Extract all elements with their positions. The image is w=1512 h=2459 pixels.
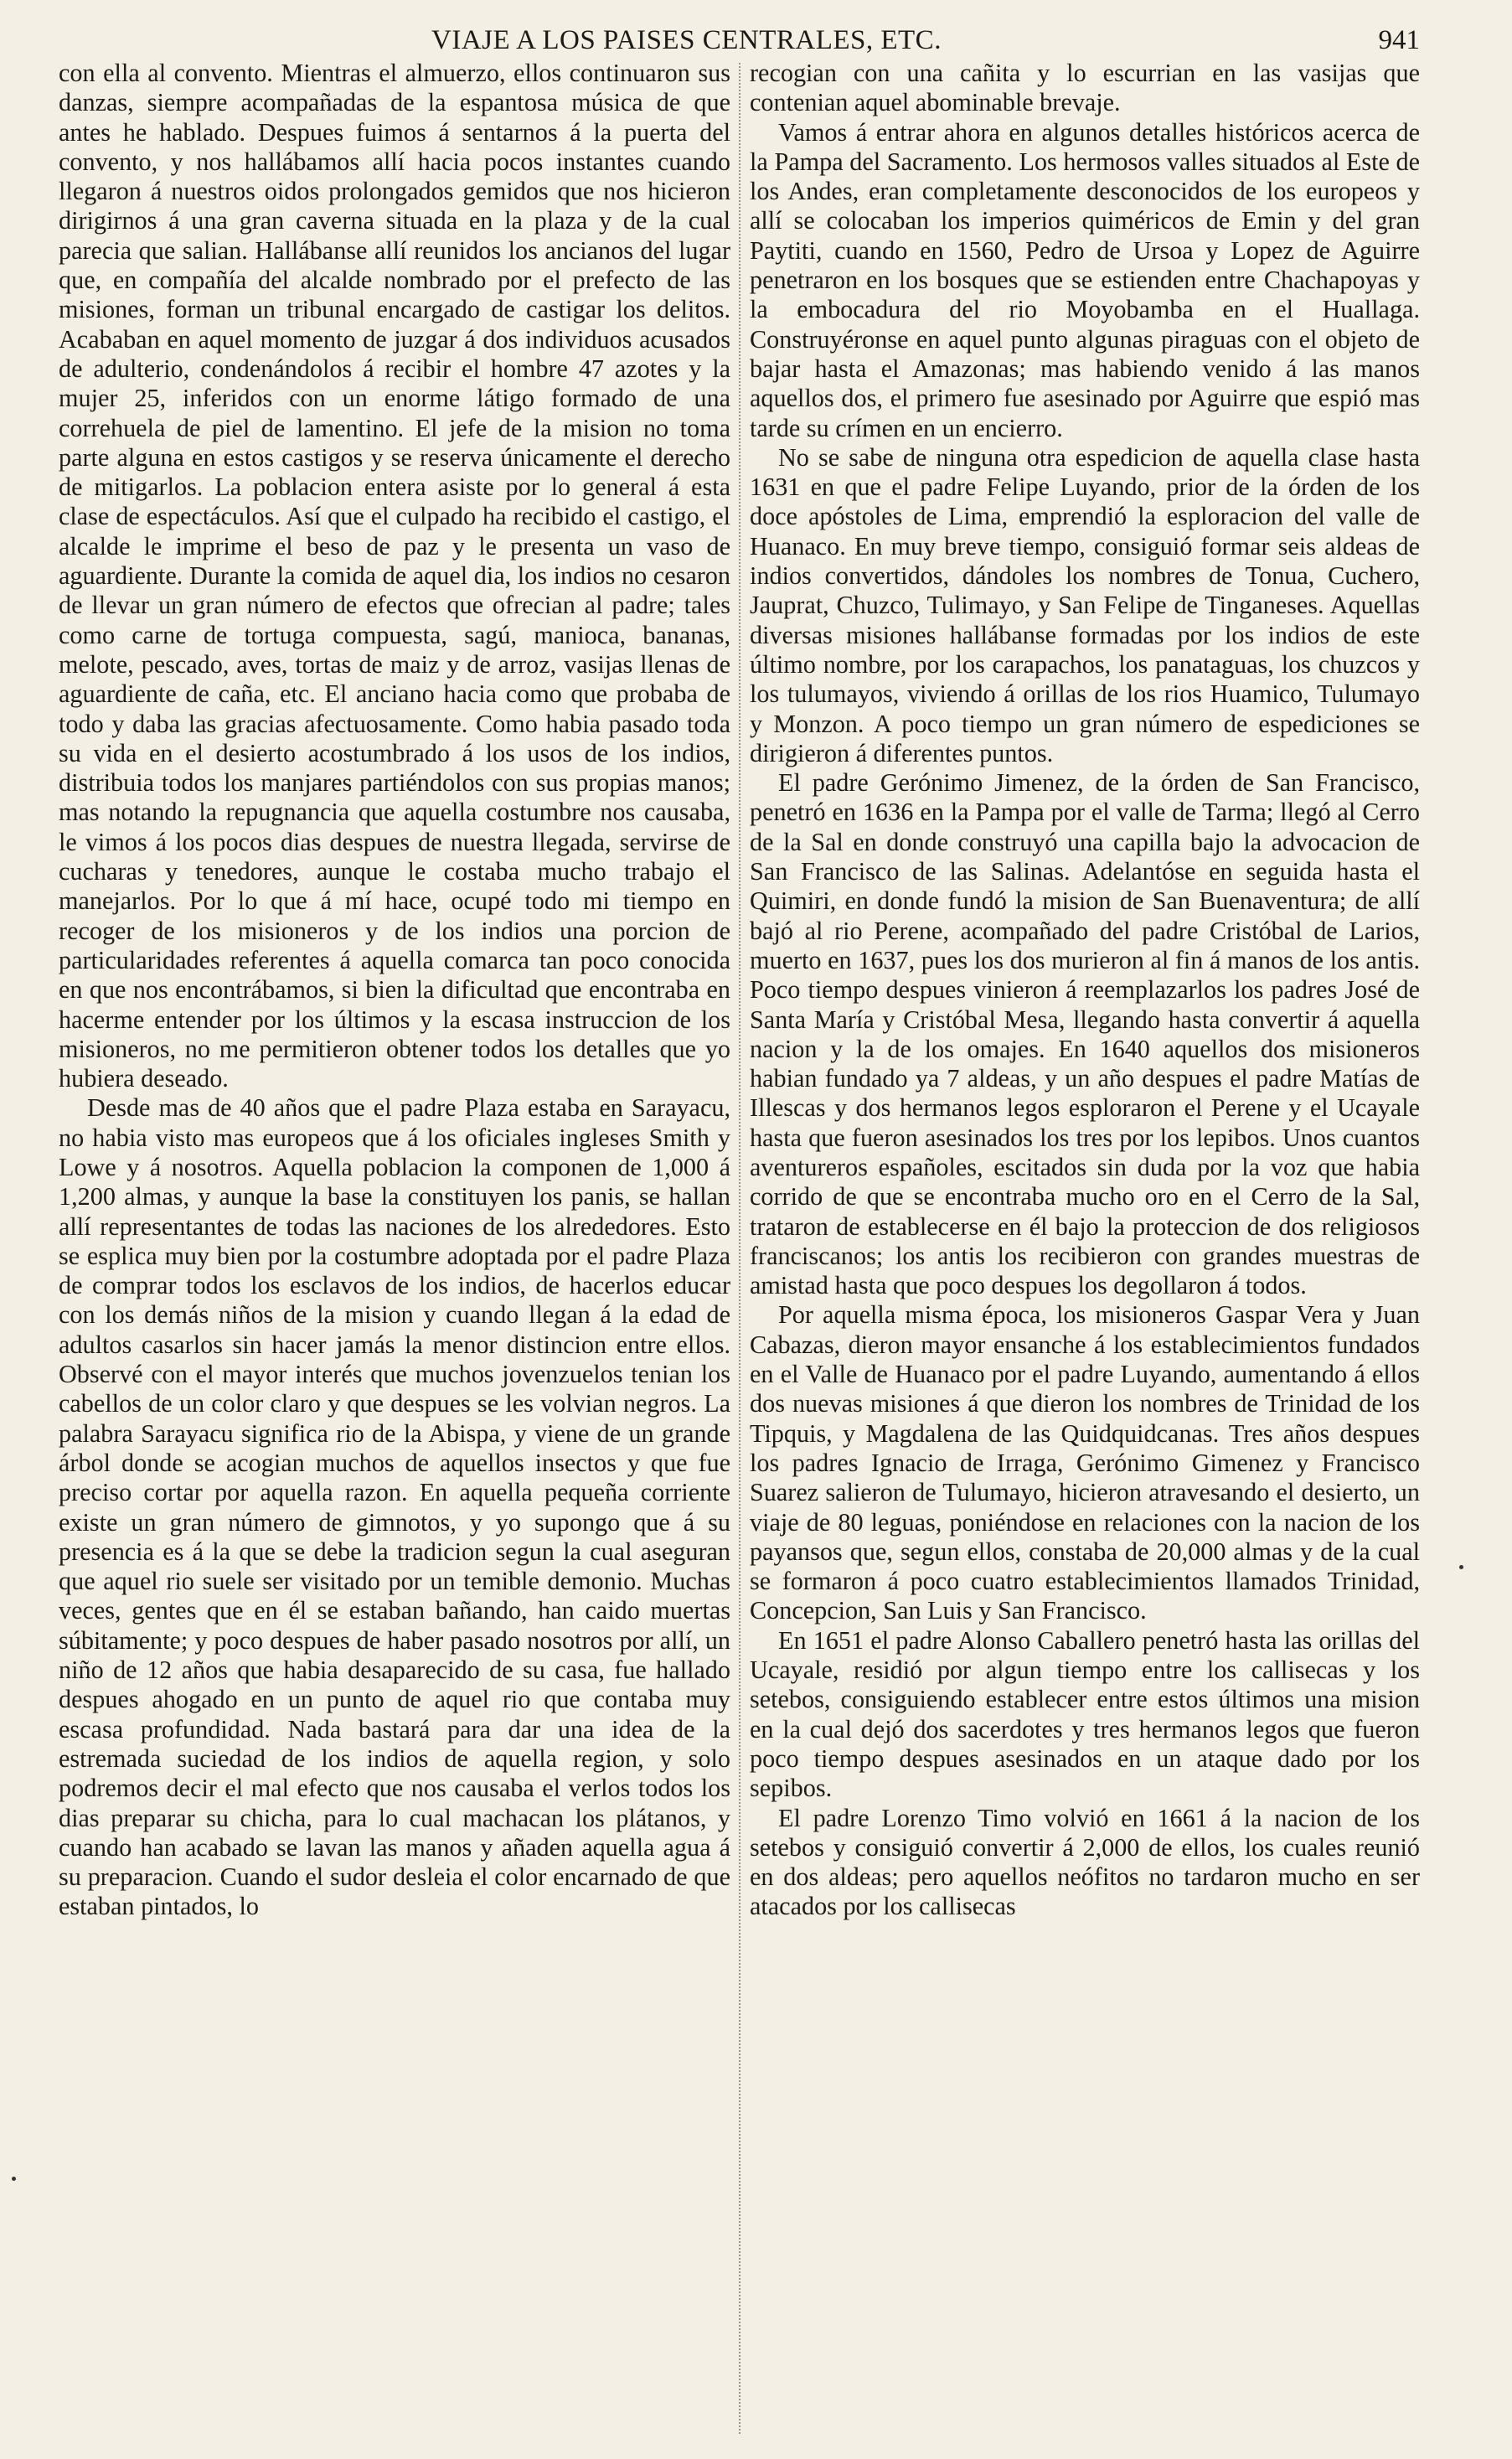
left-column bbox=[59, 59, 730, 2438]
paragraph: El padre Gerónimo Jimenez, de la órden de San Francisco, penetró en 1636 en la Pampa por el valle de Tarma; llegó al Cerro de la Sal en donde construyó una capilla bajo la advocacion de San Francisco de las Salinas. Adelantóse en seguida hasta el Quimiri, en donde fundó la mision de San Buenaventura; de allí bajó al rio Perene, acompañado del padre Cristóbal de Larios, muerto en 1637, pues los dos murieron al fin á manos de los antis. Poco tiempo despues vinieron á reemplazarlos los padres José de Santa María y Cristóbal Mesa, llegando hasta convertir á aquella nacion y la de los omajes. En 1640 aquellos dos misioneros habian fundado ya 7 aldeas, y un año despues el padre Matías de Illescas y dos hermanos legos esploraron el Perene y el Ucayale hasta que fueron asesinados los tres por los lepibos. Unos cuantos aventureros españoles, escitados sin duda por la voz que habia corrido de que se encontraba mucho oro en el Cerro de la Sal, trataron de establecerse en él bajo la proteccion de dos religiosos franciscanos; los antis los recibieron con grandes muestras de amistad hasta que poco despues los degollaron á todos. bbox=[750, 768, 1420, 1300]
running-title: VIAJE A LOS PAISES CENTRALES, ETC. bbox=[431, 25, 942, 55]
paragraph: El padre Lorenzo Timo volvió en 1661 á la nacion de los setebos y consiguió convertir á 2,000 de ellos, los cuales reunió en dos aldeas; pero aquellos neófitos no tardaron mucho en ser atacados por los callisecas bbox=[750, 1803, 1420, 1921]
paragraph: En 1651 el padre Alonso Caballero penetró hasta las orillas del Ucayale, residió por algun tiempo entre los callisecas y los setebos, consiguiendo establecer entre estos últimos una mision en la cual dejó dos sacerdotes y tres hermanos legos que fueron poco tiempo despues asesinados en un ataque dado por los sepibos. bbox=[750, 1625, 1420, 1803]
paragraph: recogian con una cañita y lo escurrian en las vasijas que contenian aquel abominable brevaje. bbox=[750, 59, 1420, 117]
print-speck bbox=[1459, 1565, 1463, 1569]
print-speck bbox=[12, 2177, 16, 2181]
paragraph: Desde mas de 40 años que el padre Plaza estaba en Sarayacu, no habia visto mas europeos que á los oficiales ingleses Smith y Lowe y á nosotros. Aquella poblacion la componen de 1,000 á 1,200 almas, y aunque la base la constituyen los panis, se hallan allí representantes de todas las naciones de los alrededores. Esto se esplica muy bien por la costumbre adoptada por el padre Plaza de comprar todos los esclavos de los indios, de hacerlos educar con los demás niños de la mision y cuando llegan á la edad de adultos casarlos sin hacer jamás la menor distincion entre ellos. Observé con el mayor interés que muchos jovenzuelos tenian los cabellos de un color claro y que despues se les volvian negros. La palabra Sarayacu significa rio de la Abispa, y viene de un grande árbol donde se acogian muchos de aquellos insectos y que fue preciso cortar por aquella razon. En aquella pequeña corriente existe un gran número de gimnotos, y yo supongo que á su presencia es á la que se debe la tradicion segun la cual aseguran que aquel rio suele ser visitado por un temible demonio. Muchas veces, gentes que en él se estaban bañando, han caido muertas súbitamente; y poco despues de haber pasado nosotros por allí, un niño de 12 años que habia desaparecido de su casa, fue hallado despues ahogado en un punto de aquel rio que contaba muy escasa profundidad. Nada bastará para dar una idea de la estremada suciedad de los indios de aquella region, y solo podremos decir el mal efecto que nos causaba el verlos todos los dias preparar su chicha, para lo cual machacan los plátanos, y cuando han acabado se lavan las manos y añaden aquella agua á su preparacion. Cuando el sudor desleia el color encarnado de que estaban pintados, lo bbox=[59, 1093, 730, 1921]
column-divider bbox=[739, 63, 741, 2434]
paragraph: Vamos á entrar ahora en algunos detalles históricos acerca de la Pampa del Sacramento. Los hermosos valles situados al Este de los Andes, eran completamente desconocidos de los europeos y allí se colocaban los imperios quiméricos de Emin y del gran Paytiti, cuando en 1560, Pedro de Ursoa y Lopez de Aguirre penetraron en los bosques que se estienden entre Chachapoyas y la embocadura del rio Moyobamba en el Huallaga. Construyéronse en aquel punto algunas piraguas con el objeto de bajar hasta el Amazonas; mas habiendo venido á las manos aquellos dos, el primero fue asesinado por Aguirre que espió mas tarde su crímen en un encierro. bbox=[750, 117, 1420, 442]
paragraph: No se sabe de ninguna otra espedicion de aquella clase hasta 1631 en que el padre Felipe Luyando, prior de la órden de los doce apóstoles de Lima, emprendió la esploracion del valle de Huanaco. En muy breve tiempo, consiguió formar seis aldeas de indios convertidos, dándoles los nombres de Tonua, Cuchero, Jauprat, Chuzco, Tulimayo, y San Felipe de Tinganeses. Aquellas diversas misiones hallábanse formadas por los indios de este último nombre, por los carapachos, los panataguas, los chuzcos y los tulumayos, viviendo á orillas de los rios Huamico, Tulumayo y Monzon. A poco tiempo un gran número de espediciones se dirigieron á diferentes puntos. bbox=[750, 442, 1420, 767]
right-column bbox=[750, 59, 1420, 2438]
page-number: 941 bbox=[1378, 25, 1420, 55]
paragraph: Por aquella misma época, los misioneros Gaspar Vera y Juan Cabazas, dieron mayor ensanche á los establecimientos fundados en el Valle de Huanaco por el padre Luyando, aumentando á ellos dos nuevas misiones á que dieron los nombres de Trinidad de los Tipquis, y Magdalena de las Quidquidcanas. Tres años despues los padres Ignacio de Irraga, Gerónimo Gimenez y Francisco Suarez salieron de Tulumayo, hicieron atravesando el desierto, un viaje de 80 leguas, poniéndose en relaciones con la nacion de los payansos que, segun ellos, constaba de 20,000 almas y de la cual se formaron á poco cuatro establecimientos llamados Trinidad, Concepcion, San Luis y San Francisco. bbox=[750, 1300, 1420, 1625]
paragraph: con ella al convento. Mientras el almuerzo, ellos continuaron sus danzas, siempre acompañadas de la espantosa música de que antes he hablado. Despues fuimos á sentarnos á la puerta del convento, y nos hallábamos allí hacia pocos instantes cuando llegaron á nuestros oidos prolongados gemidos que nos hicieron dirigirnos á una gran caverna situada en la plaza y de la cual parecia que salian. Hallábanse allí reunidos los ancianos del lugar que, en compañía del alcalde nombrado por el prefecto de las misiones, forman un tribunal encargado de castigar los delitos. Acababan en aquel momento de juzgar á dos individuos acusados de adulterio, condenándolos á recibir el hombre 47 azotes y la mujer 25, inferidos con un enorme látigo formado de una correhuela de piel de lamentino. El jefe de la mision no toma parte alguna en estos castigos y se reserva únicamente el derecho de mitigarlos. La poblacion entera asiste por lo general á esta clase de espectáculos. Así que el culpado ha recibido el castigo, el alcalde le imprime el beso de paz y le presenta un vaso de aguardiente. Durante la comida de aquel dia, los indios no cesaron de llevar un gran número de efectos que ofrecian al padre; tales como carne de tortuga compuesta, sagú, manioca, bananas, melote, pescado, aves, tortas de maiz y de arroz, vasijas llenas de aguardiente de caña, etc. El anciano hacia como que probaba de todo y daba las gracias afectuosamente. Como habia pasado toda su vida en el desierto acostumbrado á los usos de los indios, distribuia todos los manjares partiéndolos con sus propias manos; mas notando la repugnancia que aquella costumbre nos causaba, le vimos á los pocos dias despues de nuestra llegada, servirse de cucharas y tenedores, aunque le costaba mucho trabajo el manejarlos. Por lo que á mí hace, ocupé todo mi tiempo en recoger de los misioneros y de los indios una porcion de particularidades referentes á aquella comarca tan poco conocida en que nos encontrábamos, si bien la dificultad que encontraba en hacerme entender por los últimos y la escasa instruccion de los misioneros, no me permitieron obtener todos los detalles que yo hubiera deseado. bbox=[59, 59, 730, 1093]
